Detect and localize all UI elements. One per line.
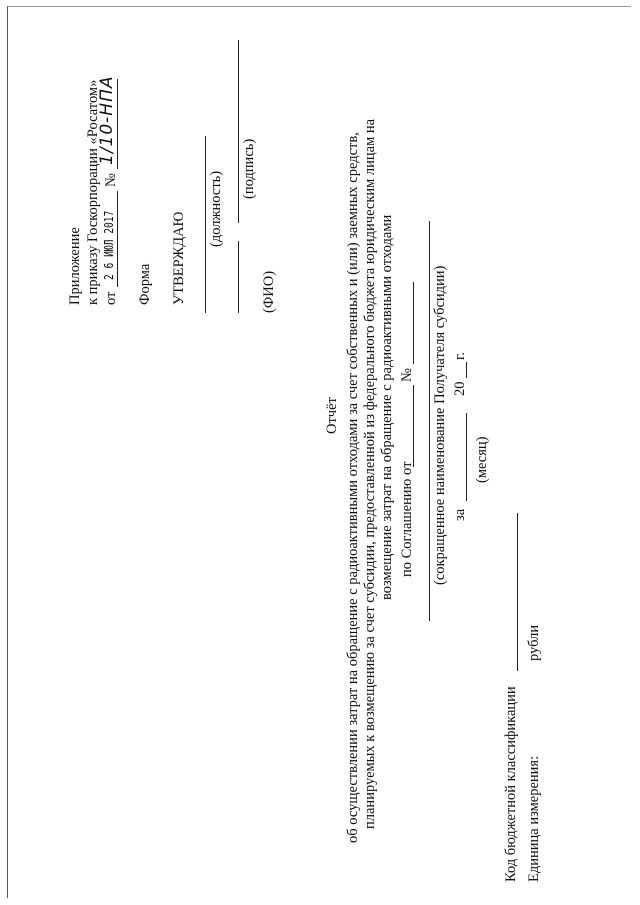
recipient-caption: (сокращенное наименование Получателя субсидии) [432, 265, 448, 585]
appendix-date-prefix: от [103, 291, 119, 305]
appendix-number-prefix: № [103, 173, 119, 187]
appendix-order-line: к приказу Госкорпорации «Росатом» [85, 79, 101, 305]
budget-code-label: Код бюджетной классификации [503, 686, 519, 882]
approval-heading: УТВЕРЖДАЮ [171, 211, 187, 305]
agreement-prefix: по Соглашению от [399, 461, 415, 577]
name-line [238, 40, 239, 223]
agreement-date-line [413, 385, 414, 467]
recipient-line [429, 221, 430, 621]
date-underline [117, 191, 118, 287]
unit-label: Единица измерения: [526, 755, 542, 882]
budget-code-line [517, 513, 518, 671]
period-prefix: за [452, 508, 468, 521]
year-prefix: 20 [452, 381, 468, 396]
agreement-number-prefix: № [399, 368, 415, 382]
form-label: Форма [137, 263, 153, 305]
appendix-title: Приложение [67, 227, 83, 305]
report-title: Отчёт [324, 397, 340, 434]
number-underline [117, 79, 118, 169]
agreement-number-line [413, 282, 414, 364]
handwritten-number: 1/10-НПА [97, 75, 117, 165]
report-line-3: возмещение затрат на обращение с радиоактивными отходами [379, 214, 395, 600]
month-caption: (месяц) [474, 436, 490, 483]
year-suffix: г. [452, 352, 468, 360]
report-line-1: об осуществлении затрат на обращение с радиоактивными отходами за счет собственных и (или) заемных средств, [345, 132, 361, 843]
year-line [466, 362, 467, 378]
signature-caption: (подпись) [241, 138, 257, 199]
unit-value: рубли [526, 624, 542, 661]
name-caption: (ФИО) [261, 270, 277, 313]
signature-line [238, 241, 239, 313]
month-line [466, 413, 467, 501]
date-stamp: 2 6 ИЮЛ 2017 [102, 210, 116, 280]
report-line-2: планируемых к возмещению за счет субсидии, предоставленной из федерального бюджета юридическим лицам на [362, 118, 378, 829]
position-line [205, 136, 206, 313]
position-caption: (должность) [208, 170, 224, 247]
